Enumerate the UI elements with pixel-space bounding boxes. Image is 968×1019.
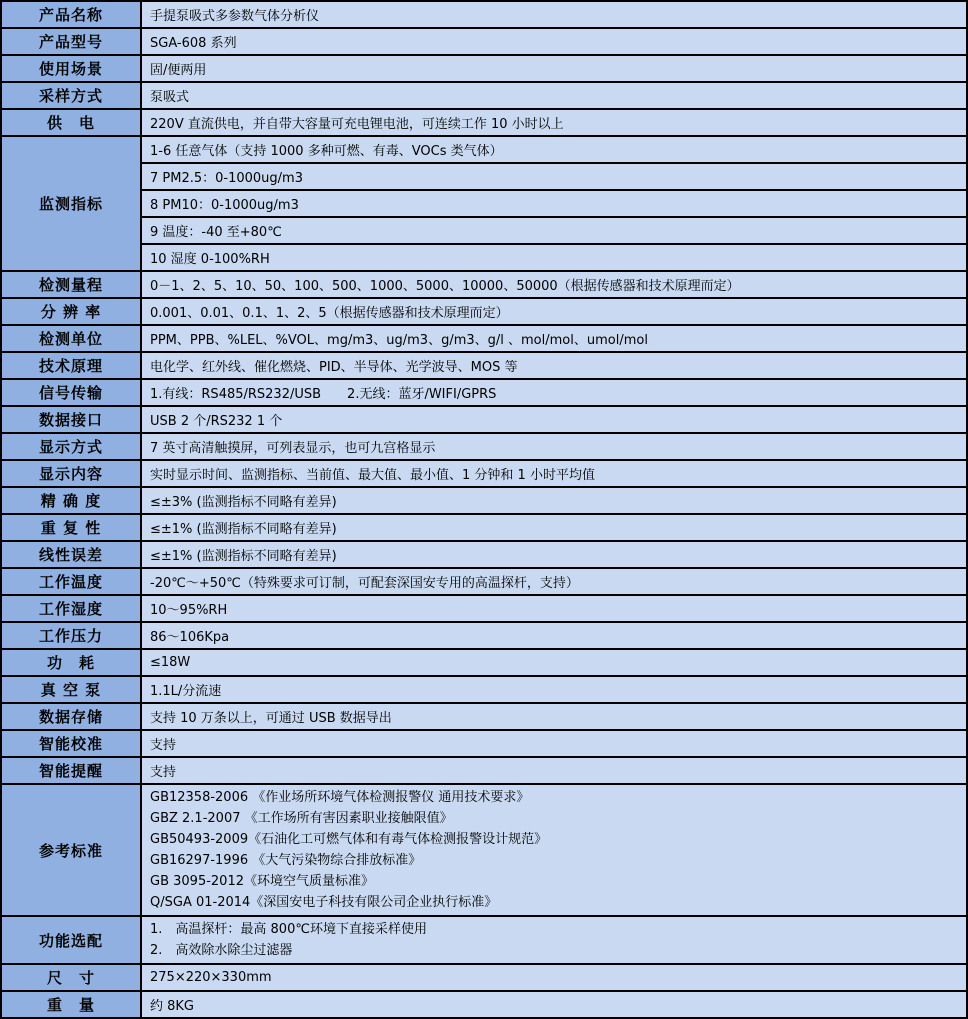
spec-table-body bbox=[1, 1, 967, 1018]
subrow-value: 10 湿度 0-100%RH bbox=[141, 244, 967, 271]
row-label: 尺 寸 bbox=[1, 964, 141, 991]
row-label: 工作湿度 bbox=[1, 595, 141, 622]
table-row bbox=[1, 916, 967, 964]
value-line: 1. 高温探杆：最高 800℃环境下直接采样使用 bbox=[150, 922, 427, 937]
table-row bbox=[1, 28, 967, 55]
table-row bbox=[1, 622, 967, 649]
table-row bbox=[1, 703, 967, 730]
row-value: 275×220×330mm bbox=[141, 964, 967, 991]
table-row bbox=[1, 271, 967, 298]
row-label: 智能提醒 bbox=[1, 757, 141, 784]
row-value: 支持 10 万条以上，可通过 USB 数据导出 bbox=[141, 703, 967, 730]
row-value: 手提泵吸式多参数气体分析仪 bbox=[141, 1, 967, 28]
row-value: ≤±1% (监测指标不同略有差异) bbox=[141, 541, 967, 568]
table-row bbox=[1, 109, 967, 136]
row-value: 1.有线：RS485/RS232/USB 2.无线：蓝牙/WIFI/GPRS bbox=[141, 379, 967, 406]
table-row bbox=[1, 991, 967, 1018]
table-row bbox=[1, 406, 967, 433]
subrow-value: 7 PM2.5：0-1000ug/m3 bbox=[141, 163, 967, 190]
row-label: 供 电 bbox=[1, 109, 141, 136]
row-value: 0－1、2、5、10、50、100、500、1000、5000、10000、50000（根据传感器和技术原理而定） bbox=[141, 271, 967, 298]
row-label: 检测单位 bbox=[1, 325, 141, 352]
value-line: GB12358-2006 《作业场所环境气体检测报警仪 通用技术要求》 bbox=[150, 790, 530, 805]
table-row bbox=[1, 352, 967, 379]
table-row bbox=[1, 136, 967, 163]
row-value: PPM、PPB、%LEL、%VOL、mg/m3、ug/m3、g/m3、g/l 、mol/mol、umol/mol bbox=[141, 325, 967, 352]
table-row bbox=[1, 784, 967, 916]
value-line: GBZ 2.1-2007 《工作场所有害因素职业接触限值》 bbox=[150, 811, 453, 826]
row-label: 产品型号 bbox=[1, 28, 141, 55]
table-row bbox=[1, 541, 967, 568]
row-value: ≤18W bbox=[141, 649, 967, 676]
row-value: 支持 bbox=[141, 757, 967, 784]
table-row bbox=[1, 379, 967, 406]
row-value: 220V 直流供电，并自带大容量可充电锂电池，可连续工作 10 小时以上 bbox=[141, 109, 967, 136]
row-label: 功能选配 bbox=[1, 916, 141, 964]
row-value: 泵吸式 bbox=[141, 82, 967, 109]
table-row bbox=[1, 595, 967, 622]
row-label: 精 确 度 bbox=[1, 487, 141, 514]
row-label: 重 量 bbox=[1, 991, 141, 1018]
row-value bbox=[141, 916, 967, 964]
row-label: 检测量程 bbox=[1, 271, 141, 298]
row-label: 采样方式 bbox=[1, 82, 141, 109]
row-value: 实时显示时间、监测指标、当前值、最大值、最小值、1 分钟和 1 小时平均值 bbox=[141, 460, 967, 487]
table-row bbox=[1, 163, 967, 190]
row-label: 技术原理 bbox=[1, 352, 141, 379]
row-value: SGA-608 系列 bbox=[141, 28, 967, 55]
value-line: GB50493-2009《石油化工可燃气体和有毒气体检测报警设计规范》 bbox=[150, 832, 548, 847]
table-row bbox=[1, 514, 967, 541]
value-line: Q/SGA 01-2014《深国安电子科技有限公司企业执行标准》 bbox=[150, 895, 498, 910]
row-label: 显示方式 bbox=[1, 433, 141, 460]
table-row bbox=[1, 325, 967, 352]
row-label: 真 空 泵 bbox=[1, 676, 141, 703]
row-value: 固/便两用 bbox=[141, 55, 967, 82]
subrow-value: 1-6 任意气体（支持 1000 多种可燃、有毒、VOCs 类气体） bbox=[141, 136, 967, 163]
table-row bbox=[1, 649, 967, 676]
table-row bbox=[1, 55, 967, 82]
row-label: 线性误差 bbox=[1, 541, 141, 568]
subrow-value: 8 PM10：0-1000ug/m3 bbox=[141, 190, 967, 217]
subrow-value: 9 温度：-40 至+80℃ bbox=[141, 217, 967, 244]
row-value bbox=[141, 784, 967, 916]
row-label: 显示内容 bbox=[1, 460, 141, 487]
table-row bbox=[1, 460, 967, 487]
table-row bbox=[1, 1, 967, 28]
row-value: ≤±1% (监测指标不同略有差异) bbox=[141, 514, 967, 541]
row-label: 工作压力 bbox=[1, 622, 141, 649]
row-label: 功 耗 bbox=[1, 649, 141, 676]
table-row bbox=[1, 757, 967, 784]
table-row bbox=[1, 298, 967, 325]
row-label: 监测指标 bbox=[1, 136, 141, 271]
value-line: 2. 高效除水除尘过滤器 bbox=[150, 943, 293, 958]
row-label: 信号传输 bbox=[1, 379, 141, 406]
row-value: 7 英寸高清触摸屏，可列表显示，也可九宫格显示 bbox=[141, 433, 967, 460]
row-value: -20℃～+50℃（特殊要求可订制，可配套深国安专用的高温探杆，支持） bbox=[141, 568, 967, 595]
row-label: 使用场景 bbox=[1, 55, 141, 82]
row-value: 10～95%RH bbox=[141, 595, 967, 622]
table-row bbox=[1, 433, 967, 460]
table-row bbox=[1, 487, 967, 514]
row-value: 0.001、0.01、0.1、1、2、5（根据传感器和技术原理而定） bbox=[141, 298, 967, 325]
table-row bbox=[1, 190, 967, 217]
table-row bbox=[1, 964, 967, 991]
row-value: 约 8KG bbox=[141, 991, 967, 1018]
row-value: 支持 bbox=[141, 730, 967, 757]
row-label: 工作温度 bbox=[1, 568, 141, 595]
value-line: GB16297-1996 《大气污染物综合排放标准》 bbox=[150, 853, 422, 868]
row-label: 数据存储 bbox=[1, 703, 141, 730]
value-line: GB 3095-2012《环境空气质量标准》 bbox=[150, 874, 374, 889]
table-row bbox=[1, 568, 967, 595]
table-row bbox=[1, 217, 967, 244]
row-label: 分 辨 率 bbox=[1, 298, 141, 325]
table-row bbox=[1, 244, 967, 271]
row-label: 产品名称 bbox=[1, 1, 141, 28]
table-row bbox=[1, 82, 967, 109]
table-row bbox=[1, 676, 967, 703]
table-row bbox=[1, 730, 967, 757]
row-value: 86～106Kpa bbox=[141, 622, 967, 649]
row-label: 智能校准 bbox=[1, 730, 141, 757]
row-value: ≤±3% (监测指标不同略有差异) bbox=[141, 487, 967, 514]
row-value: 1.1L/分流速 bbox=[141, 676, 967, 703]
row-value: USB 2 个/RS232 1 个 bbox=[141, 406, 967, 433]
row-label: 数据接口 bbox=[1, 406, 141, 433]
row-value: 电化学、红外线、催化燃烧、PID、半导体、光学波导、MOS 等 bbox=[141, 352, 967, 379]
row-label: 参考标准 bbox=[1, 784, 141, 916]
row-label: 重 复 性 bbox=[1, 514, 141, 541]
